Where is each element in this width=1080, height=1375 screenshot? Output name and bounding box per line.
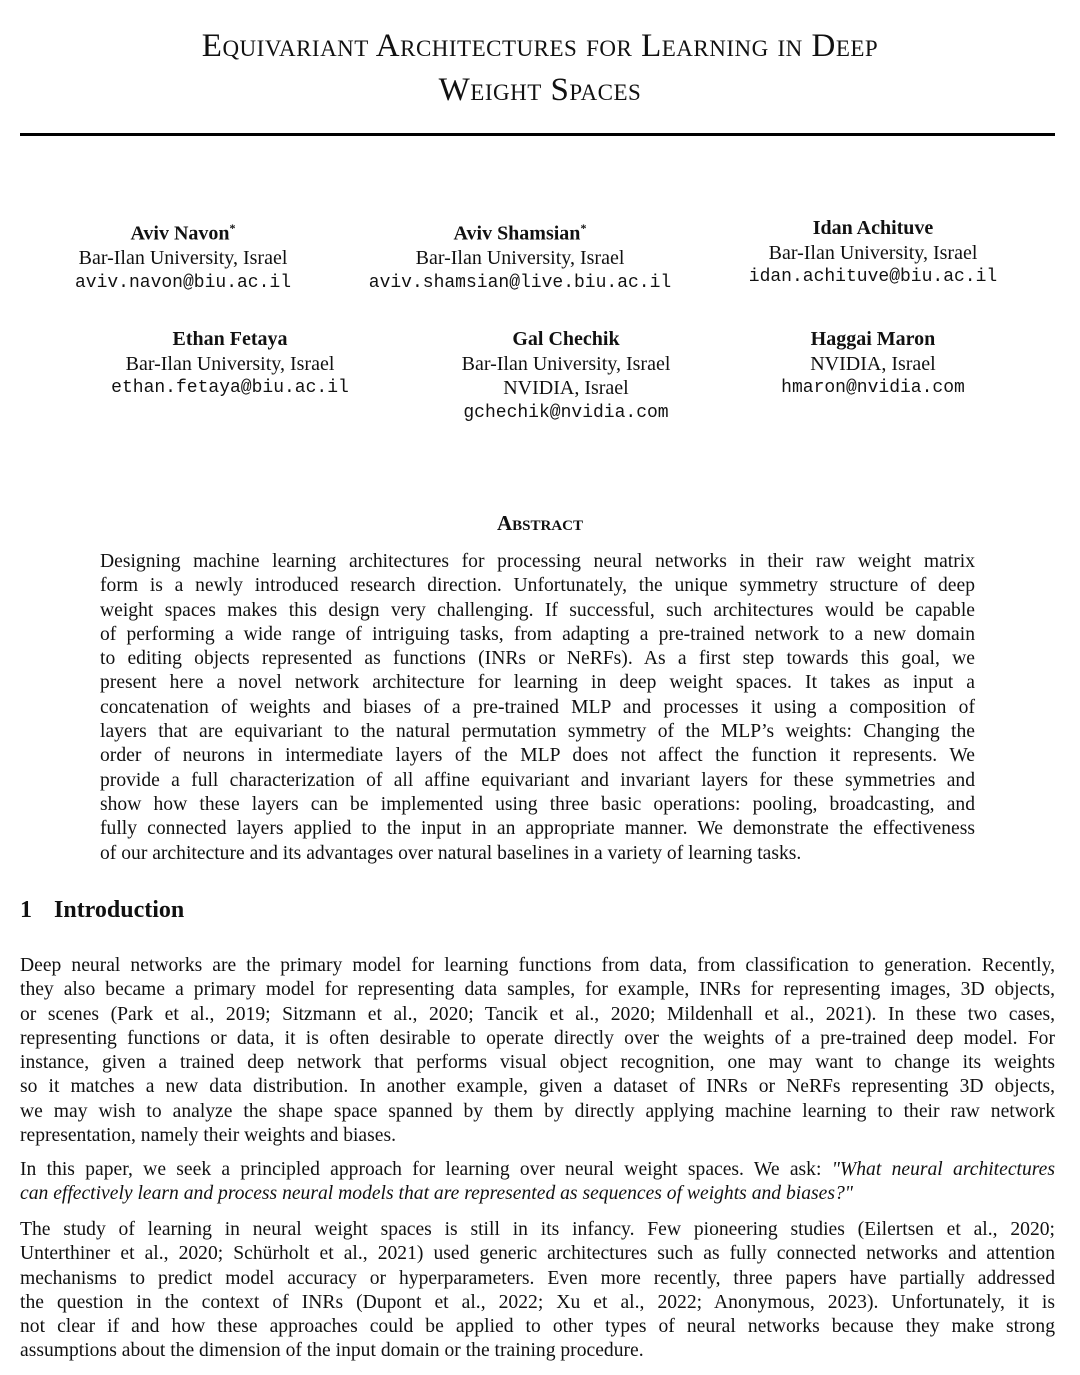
title-rule xyxy=(20,133,1055,136)
text-line: representation, namely their weights and biases. xyxy=(20,1125,396,1147)
text-line: layers that are equivariant to the natural permutation symmetry of the MLP’s weights: Changing the xyxy=(100,721,975,743)
text-line: instance, given a trained deep network that performs visual object recognition, one may want to change its weights xyxy=(20,1052,1055,1074)
section-heading xyxy=(20,897,184,924)
author-email[interactable]: hmaron@nvidia.com xyxy=(781,378,965,398)
author-email[interactable]: aviv.shamsian@live.biu.ac.il xyxy=(368,272,672,293)
text-line: so it matches a new data distribution. In another example, given a dataset of INRs or NeRFs representing 3D objects, xyxy=(20,1076,1055,1098)
section-title: Introduction xyxy=(54,897,185,923)
author-affiliation: Bar-Ilan University, Israel xyxy=(461,352,671,375)
text-italic-quote: "What neural architectures xyxy=(831,1159,1055,1180)
text-line: they also became a primary model for representing data samples, for example, INRs for representing images, 3D objects, xyxy=(20,979,1055,1001)
equal-contribution-mark: * xyxy=(229,221,236,235)
text-line: present here a novel network architecture for learning in deep weight spaces. It takes as input a xyxy=(100,672,975,694)
author-affiliation: NVIDIA, Israel xyxy=(503,377,629,399)
text-line: to editing objects represented as functions (INRs or NeRFs). As a first step towards this goal, we xyxy=(100,648,975,670)
author-block xyxy=(386,327,746,425)
author-email[interactable]: ethan.fetaya@biu.ac.il xyxy=(111,378,349,398)
text-line xyxy=(20,1158,1055,1182)
abstract-text xyxy=(100,550,975,866)
author-name xyxy=(50,327,410,352)
author-name xyxy=(3,216,363,246)
author-block xyxy=(3,216,363,295)
paragraph-1 xyxy=(20,954,1055,1148)
author-name-text: Gal Chechik xyxy=(512,328,620,350)
author-name-text: Aviv Navon xyxy=(130,222,230,245)
author-affiliation: Bar-Ilan University, Israel xyxy=(125,352,335,375)
author-email[interactable]: idan.achituve@biu.ac.il xyxy=(748,267,998,287)
author-affiliation: Bar-Ilan University, Israel xyxy=(768,241,978,264)
author-name-text: Aviv Shamsian xyxy=(453,222,581,245)
abstract-heading: Abstract xyxy=(496,511,584,535)
text-line: representing functions or data, it is often desirable to operate directly over the weights of a pre-trained deep model. For xyxy=(20,1027,1055,1049)
author-name-text: Haggai Maron xyxy=(810,328,936,350)
text-line xyxy=(20,1182,1055,1206)
text-plain: In this paper, we seek a principled approach for learning over neural weight spaces. We ask: xyxy=(20,1159,832,1180)
text-line: the question in the context of INRs (Dupont et al., 2022; Xu et al., 2022; Anonymous, 2023). Unfortunately, it is xyxy=(20,1291,1055,1313)
text-line: form is a newly introduced research direction. Unfortunately, the unique symmetry structure of deep xyxy=(100,575,975,597)
text-line: The study of learning in neural weight spaces is still in its infancy. Few pioneering studies (Eilertsen et al., 2020; xyxy=(20,1219,1055,1240)
author-affiliation: NVIDIA, Israel xyxy=(810,352,936,375)
text-line: Designing machine learning architectures for processing neural networks in their raw weight matrix xyxy=(100,551,975,572)
paragraph-3 xyxy=(20,1218,1055,1364)
text-line: Deep neural networks are the primary model for learning functions from data, from classification to generation. Recently, xyxy=(20,955,1055,976)
text-line: assumptions about the dimension of the input domain or the training procedure. xyxy=(20,1340,644,1362)
author-block xyxy=(693,327,1053,401)
text-line: fully connected layers applied to the input in an appropriate manner. We demonstrate the effectiveness xyxy=(100,818,975,840)
section-number: 1 xyxy=(20,897,32,923)
author-block xyxy=(340,216,700,295)
text-line: provide a full characterization of all affine equivariant and invariant layers for these symmetries and xyxy=(100,769,975,791)
author-name xyxy=(693,327,1053,352)
author-name xyxy=(693,216,1053,241)
author-name-text: Idan Achituve xyxy=(812,217,934,239)
text-line: show how these layers can be implemented using three basic operations: pooling, broadcasting, and xyxy=(100,793,975,815)
author-name-text: Ethan Fetaya xyxy=(172,328,288,350)
text-line: Unterthiner et al., 2020; Schürholt et al., 2021) used generic architectures such as fully connected networks and attention xyxy=(20,1243,1055,1265)
author-affiliation: Bar-Ilan University, Israel xyxy=(78,247,288,270)
author-email[interactable]: aviv.navon@biu.ac.il xyxy=(74,272,292,293)
text-line: of our architecture and its advantages over natural baselines in a variety of learning tasks. xyxy=(100,842,802,864)
title-line-2: Weight Spaces xyxy=(438,72,642,108)
equal-contribution-mark: * xyxy=(580,221,587,235)
paper-title xyxy=(0,24,1080,112)
text-line: weight spaces makes this design very challenging. If successful, such architectures would be capable xyxy=(100,599,975,621)
title-line-1: Equivariant Architectures for Learning in Deep xyxy=(201,28,879,64)
author-block xyxy=(693,216,1053,290)
text-line: or scenes (Park et al., 2019; Sitzmann et al., 2020; Tancik et al., 2020; Mildenhall et al., 2021). In these two cases, xyxy=(20,1003,1055,1025)
author-affiliation: Bar-Ilan University, Israel xyxy=(415,247,625,270)
author-name xyxy=(340,216,700,246)
text-line: of performing a wide range of intriguing tasks, from adapting a pre-trained network to a new domain xyxy=(100,623,975,645)
author-block xyxy=(50,327,410,401)
text-line: we may wish to analyze the shape space spanned by them by directly applying machine learning to their raw network xyxy=(20,1100,1055,1122)
text-line: mechanisms to predict model accuracy or hyperparameters. Even more recently, three papers have partially addressed xyxy=(20,1267,1055,1289)
text-line: concatenation of weights and biases of a pre-trained MLP and processes it using a composition of xyxy=(100,696,975,718)
text-line: not clear if and how these approaches could be applied to other types of neural networks because they make strong xyxy=(20,1316,1055,1338)
text-italic-quote: can effectively learn and process neural models that are represented as sequences of weights and biases?" xyxy=(20,1183,853,1205)
text-line: order of neurons in intermediate layers of the MLP does not affect the function it represents. We xyxy=(100,745,975,767)
author-email[interactable]: gchechik@nvidia.com xyxy=(463,402,669,423)
author-name xyxy=(386,327,746,352)
paragraph-2 xyxy=(20,1158,1055,1207)
